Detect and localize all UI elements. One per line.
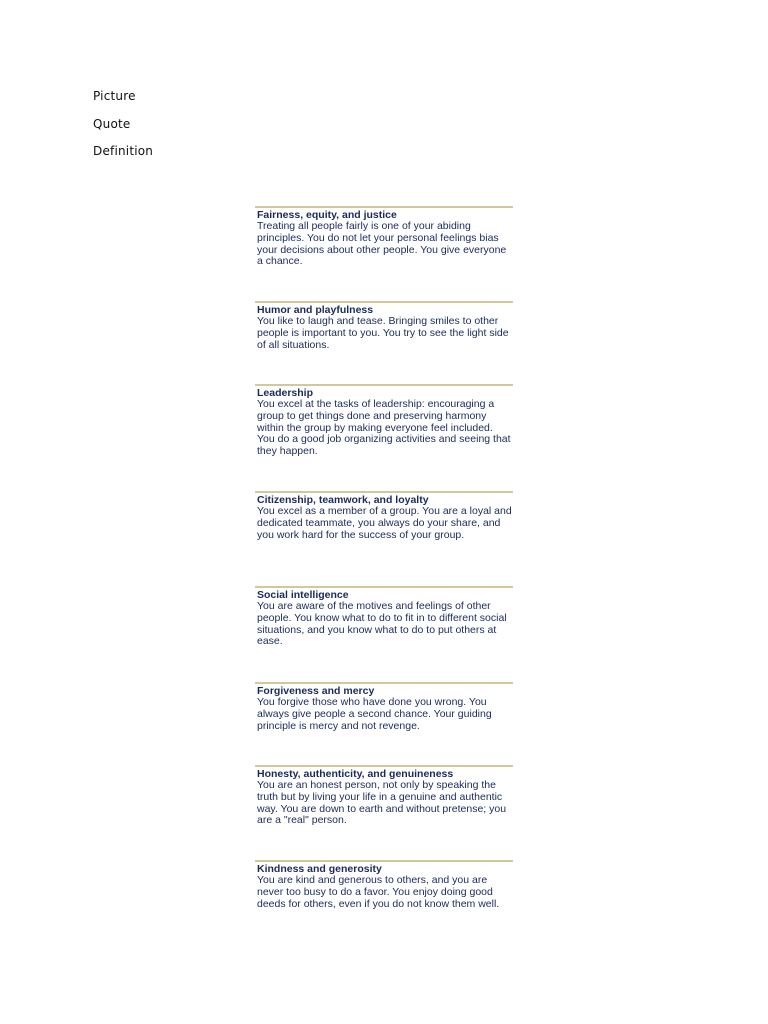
strength-description: You forgive those who have done you wrong. You always give people a second chance. Your guiding principle is mercy and not revenge. (257, 696, 492, 732)
strength-title: Fairness, equity, and justice (257, 209, 397, 221)
strength-item (255, 586, 513, 648)
strength-description: You excel as a member of a group. You are a loyal and dedicated teammate, you always do your share, and you work hard for the success of your group. (257, 505, 512, 541)
picture-label: Picture (93, 89, 136, 103)
divider (255, 860, 513, 862)
strength-title: Forgiveness and mercy (257, 685, 375, 697)
strength-title: Leadership (257, 387, 314, 399)
strength-item (255, 384, 513, 458)
divider (255, 206, 513, 208)
divider (255, 491, 513, 493)
strength-description: You excel at the tasks of leadership: encouraging a group to get things done and preserving harmony within the group by making everyone feel included. You do a good job organizing activities and seeing that they happen. (257, 398, 511, 458)
divider (255, 586, 513, 588)
strength-description: You are kind and generous to others, and you are never too busy to do a favor. You enjoy doing good deeds for others, even if you do not know them well. (257, 874, 500, 910)
strength-description: You are an honest person, not only by speaking the truth but by living your life in a genuine and authentic way. You are down to earth and without pretense; you are a "real" person. (257, 779, 507, 827)
strength-item (255, 301, 513, 351)
strength-item (255, 860, 513, 910)
strength-title: Honesty, authenticity, and genuineness (257, 768, 454, 780)
divider (255, 301, 513, 303)
definition-label: Definition (93, 144, 154, 158)
strength-item (255, 491, 513, 541)
strength-item (255, 682, 513, 732)
field-labels (93, 88, 153, 171)
strength-title: Citizenship, teamwork, and loyalty (257, 494, 429, 506)
strength-title: Humor and playfulness (257, 304, 374, 316)
strength-item (255, 765, 513, 827)
strength-title: Kindness and generosity (257, 863, 382, 875)
strength-description: You are aware of the motives and feelings of other people. You know what to do to fit in to different social situations, and you know what to do to put others at ease. (257, 600, 507, 648)
strength-title: Social intelligence (257, 589, 349, 601)
strength-item (255, 206, 513, 268)
divider (255, 682, 513, 684)
quote-label: Quote (93, 116, 131, 131)
strength-description: Treating all people fairly is one of your abiding principles. You do not let your personal feelings bias your decisions about other people. You give everyone a chance. (257, 220, 507, 268)
divider (255, 384, 513, 386)
strength-description: You like to laugh and tease. Bringing smiles to other people is important to you. You try to see the light side of all situations. (257, 315, 509, 351)
divider (255, 765, 513, 767)
